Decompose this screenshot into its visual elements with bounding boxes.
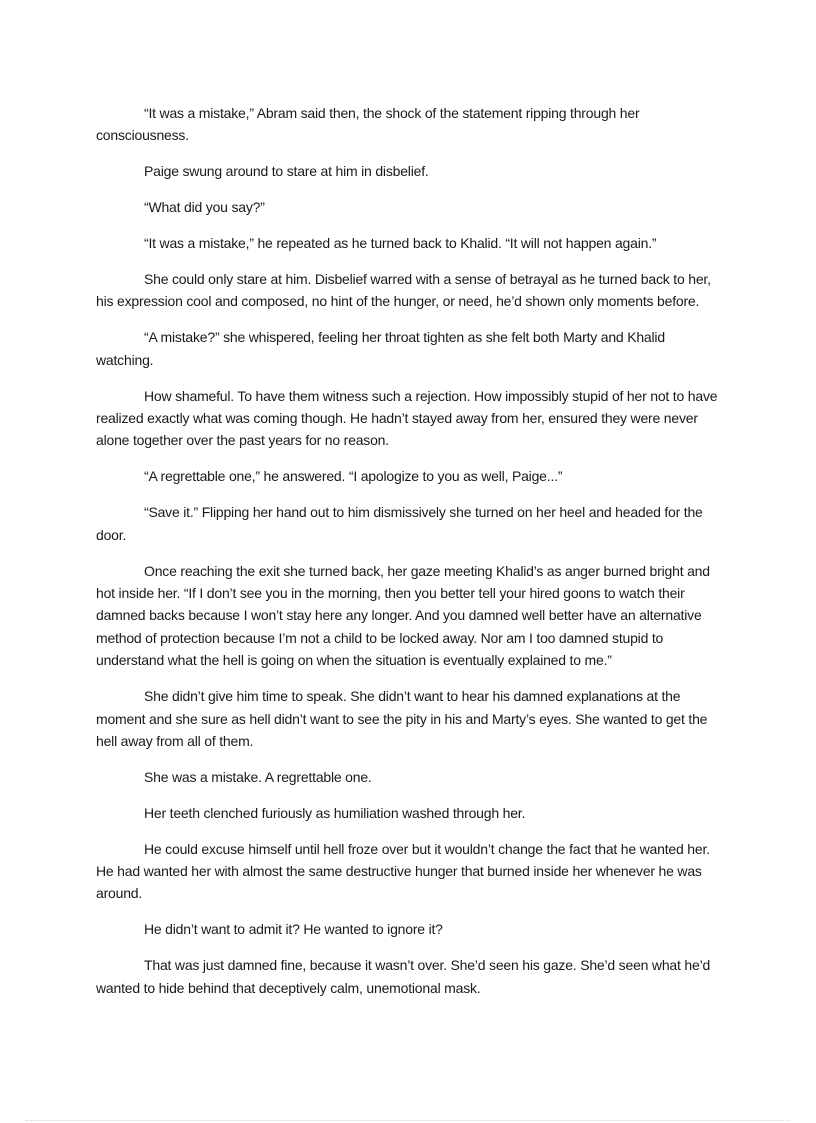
document-body bbox=[96, 102, 722, 1013]
paragraph-2: Paige swung around to stare at him in disbelief. bbox=[144, 163, 429, 180]
paragraph-3: “What did you say?” bbox=[144, 199, 265, 216]
paragraph-10: Once reaching the exit she turned back, her gaze meeting Khalid’s as anger burned bright and hot inside her. “If I don’t see you in the morning, then you better tell your hired goons to watch their damned backs because I won’t stay here any longer. And you damned well better have an alternative method of protection because I’m not a child to be locked away. Nor am I too damned stupid to understand what the hell is going on when the situation is eventually explained to me.” bbox=[96, 562, 710, 669]
paragraph-5: She could only stare at him. Disbelief warred with a sense of betrayal as he turned back to her, his expression cool and composed, no hint of the hunger, or need, he’d shown only moments before. bbox=[96, 271, 711, 310]
paragraph-4: “It was a mistake,” he repeated as he turned back to Khalid. “It will not happen again.” bbox=[144, 235, 657, 252]
paragraph-14: He could excuse himself until hell froze over but it wouldn’t change the fact that he wanted her. He had wanted her with almost the same destructive hunger that burned inside her whenever he was around. bbox=[96, 840, 710, 902]
paragraph-16: That was just damned fine, because it wasn’t over. She’d seen his gaze. She’d seen what he’d wanted to hide behind that deceptively calm, unemotional mask. bbox=[96, 957, 711, 996]
paragraph-12: She was a mistake. A regrettable one. bbox=[144, 768, 372, 785]
paragraph-1: “It was a mistake,” Abram said then, the shock of the statement ripping through her consciousness. bbox=[96, 105, 640, 144]
paragraph-6: “A mistake?” she whispered, feeling her throat tighten as she felt both Marty and Khalid watching. bbox=[96, 329, 665, 368]
paragraph-7: How shameful. To have them witness such a rejection. How impossibly stupid of her not to have realized exactly what was coming though. He hadn’t stayed away from her, ensured they were never alone together over the past years for no reason. bbox=[96, 387, 718, 449]
page-bottom-rule bbox=[26, 1120, 790, 1121]
paragraph-11: She didn’t give him time to speak. She didn’t want to hear his damned explanations at the moment and she sure as hell didn’t want to see the pity in his and Marty’s eyes. She wanted to get the hell away from all of them. bbox=[96, 688, 708, 749]
paragraph-9: “Save it.” Flipping her hand out to him dismissively she turned on her heel and headed for the door. bbox=[96, 504, 703, 543]
paragraph-13: Her teeth clenched furiously as humiliation washed through her. bbox=[144, 804, 526, 821]
paragraph-8: “A regrettable one,” he answered. “I apologize to you as well, Paige...” bbox=[144, 468, 563, 485]
paragraph-15: He didn’t want to admit it? He wanted to ignore it? bbox=[144, 921, 443, 938]
